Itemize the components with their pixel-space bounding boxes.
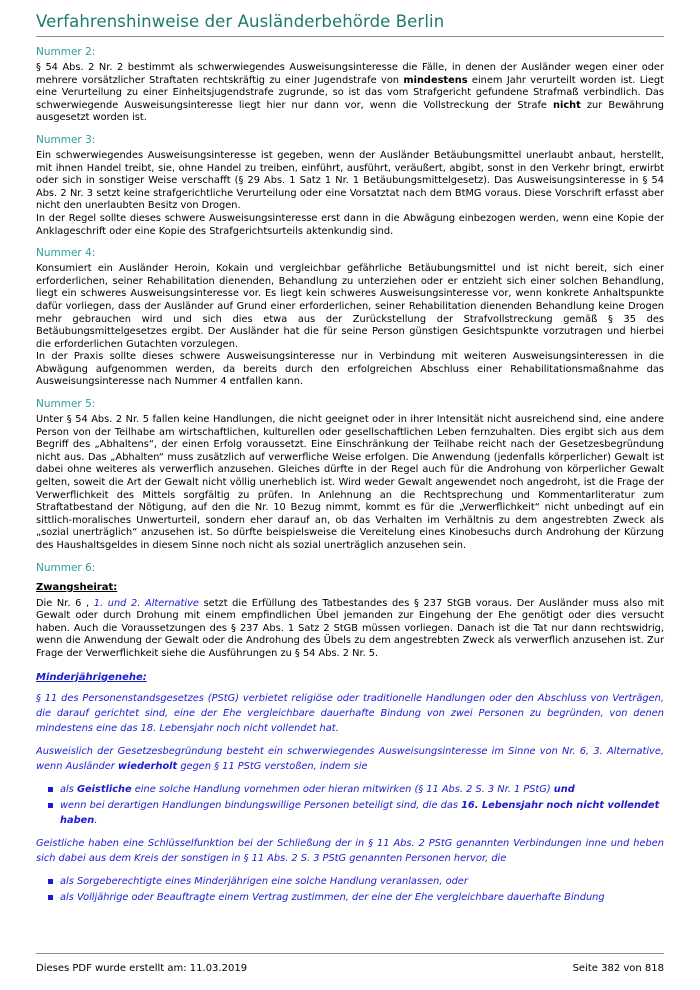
bullet-text (60, 890, 664, 905)
text-run: zur Bewährung ausgesetzt worden ist. (36, 99, 664, 124)
bullet-list-pstg (36, 782, 664, 828)
section-heading-nummer-6: Nummer 6: (36, 561, 96, 574)
section-nummer-3 (36, 134, 664, 238)
text-run: Ausweislich der Gesetzesbegründung besteht ein schwerwiegendes Ausweisungsinteresse im Sinne von Nr. 6, 3. Alternative, wenn Ausländer (36, 745, 664, 772)
text-run: als (60, 783, 77, 795)
subheading-zwangsheirat: Zwangsheirat: (36, 581, 118, 593)
paragraph (36, 62, 664, 125)
bullet-text (60, 798, 664, 828)
text-run: als Volljährige oder Beauftragte einem Vertrag zustimmen, der eine der Ehe vergleichbare dauerhafte Bindung (60, 891, 605, 903)
section-heading-nummer-2: Nummer 2: (36, 46, 96, 58)
paragraph (36, 351, 664, 389)
text-run: In der Regel sollte dieses schwere Ausweisungsinteresse erst dann in die Abwägung einbezogen werden, wenn eine Kopie der Anklageschrift oder eine Kopie des Strafgerichtsurteils aktenkundig sind. (36, 212, 664, 237)
section-heading-nummer-4: Nummer 4: (36, 247, 96, 260)
paragraph (36, 691, 664, 736)
section-heading-nummer-5: Nummer 5: (36, 398, 96, 411)
paragraph (36, 598, 664, 661)
bullet-item (48, 798, 664, 828)
section-nummer-5 (36, 398, 664, 553)
text-run: nicht (553, 99, 581, 111)
text-run: Unter § 54 Abs. 2 Nr. 5 fallen keine Handlungen, die nicht geeignet oder in ihrer Intensität nicht ausreichend sind, eine andere Person von der Teilhabe am wirtschaftlichen, kulturellen oder gesellschaftlichen Leben fernzuhalten. Dies ergibt sich aus dem Begriff des „Abhaltens“, der einen Erfolg voraussetzt. Eine Einschränkung der Teilhabe reicht nach der Gesetzesbegründung nicht aus. Das „Abhalten“ muss zusätzlich auf verwerfliche Weise erfolgen. Die Anwendung (jedenfalls körperlicher) Gewalt ist dabei ohne weiteres als verwerflich anzusehen. Gleiches dürfte in der Regel auch für die Androhung von körperlicher Gewalt gelten, soweit die Art der Gewalt nicht völlig unerheblich ist. Wird weder Gewalt angewendet noch angedroht, ist die Frage der Verwerflichkeit des Mittels sorgfältig zu prüfen. In Anlehnung an die Rechtsprechung und Kommentarliteratur zum Straftatbestand der Nötigung, auf den die Nr. 10 Bezug nimmt, kommt es für die „Verwerflichkeit“ nicht unbedingt auf ein sittlich-moralisches Unwerturteil, sondern eher darauf an, ob das Verhalten im Verhältnis zu dem angestrebten Zweck als „sozial unerträglich“ anzusehen ist. So dürfte beispielsweise die Vereitelung eines Kinobesuchs durch Androhung der Kürzung des Haushaltsgeldes in diesem Sinne noch nicht als sozial unerträglich anzusehen sein. (36, 414, 664, 551)
section-heading-nummer-3: Nummer 3: (36, 133, 96, 146)
text-run: . (94, 814, 98, 826)
bullet-square-icon (48, 895, 53, 900)
text-run: als Sorgeberechtigte eines Minderjährigen eine solche Handlung veranlassen, oder (60, 875, 468, 887)
bullet-square-icon (48, 803, 53, 808)
text-run: § 11 des Personenstandsgesetzes (PStG) verbietet religiöse oder traditionelle Handlungen oder den Abschluss von Verträgen, die darauf gerichtet sind, eine der Ehe vergleichbare dauerhafte Bindung von zwei Personen zu begründen, von denen mindestens eine das 18. Lebensjahr noch nicht vollendet hat. (36, 692, 664, 734)
text-run: gegen § 11 PStG verstoßen, indem sie (177, 760, 368, 772)
header-divider (36, 36, 664, 37)
text-run: setzt die Erfüllung des Tatbestandes des § 237 StGB voraus. Der Ausländer muss also mit Gewalt oder durch Drohung mit einem empfindlichen Übel jemanden zur Eingehung der Ehe genötigt oder dies versucht haben. Auch die Voraussetzungen des § 237 Abs. 1 Satz 2 StGB müssen vorliegen. Danach ist die Tat nur dann rechtswidrig, wenn die Anwendung der Gewalt oder die Androhung des Übels zu dem angestrebten Zweck als verwerflich anzusehen ist. Zur Frage der Verwerflichkeit siehe die Ausführungen zu § 54 Abs. 2 Nr. 5. (36, 597, 664, 659)
footer-page-number: Seite 382 von 818 (572, 963, 664, 974)
text-run: 1. und 2. Alternative (93, 597, 199, 609)
paragraph (36, 836, 664, 866)
text-run: einem Jahr verurteilt worden ist. Liegt eine Verurteilung zu einer Einheitsjugendstrafe zugrunde, so ist das vom Strafgericht gefundene Strafmaß verbindlich. Das schwerwiegende Ausweisungsinteresse liegt hier nur dann vor, wenn die Vollstreckung der Strafe (36, 74, 664, 111)
text-run: wenn bei derartigen Handlungen bindungswillige Personen beteiligt sind, die das (60, 799, 462, 811)
bullet-item (48, 782, 664, 797)
text-run: und (553, 783, 575, 795)
doc-title: Verfahrenshinweise der Ausländerbehörde Berlin (36, 12, 445, 31)
paragraph (36, 744, 664, 774)
text-run: eine solche Handlung vornehmen oder hieran mitwirken (§ 11 Abs. 2 S. 3 Nr. 1 PStG) (131, 783, 554, 795)
paragraph (36, 263, 664, 351)
bullet-list-personen (36, 874, 664, 905)
bullet-text (60, 874, 664, 889)
text-run: In der Praxis sollte dieses schwere Ausweisungsinteresse nur in Verbindung mit weiteren Ausweisungsinteressen in die Abwägung aufgenommen werden, da bereits durch den erfolgreichen Abschluss einer Rehabilitationsmaßnahme das Ausweisungsinteresse nach Nummer 4 entfallen kann. (36, 351, 664, 388)
section-nummer-6 (36, 562, 664, 905)
text-run: Geistliche (76, 783, 132, 795)
text-run: 16. Lebensjahr noch nicht vollendet haben (60, 799, 660, 826)
section-nummer-2 (36, 46, 664, 125)
paragraph (36, 414, 664, 553)
bullet-square-icon (48, 879, 53, 884)
text-run: § 54 Abs. 2 Nr. 2 bestimmt als schwerwiegendes Ausweisungsinteresse die Fälle, in denen der Ausländer wegen einer oder mehrere vorsätzlicher Straftaten rechtskräftig zu einer Jugendstrafe von (36, 62, 664, 86)
paragraph (36, 150, 664, 213)
bullet-text (60, 782, 664, 797)
bullet-item (48, 890, 664, 905)
page-footer (36, 953, 664, 974)
text-run: mindestens (403, 74, 468, 86)
text-run: wiederholt (117, 760, 178, 772)
bullet-item (48, 874, 664, 889)
text-run: Ein schwerwiegendes Ausweisungsinteresse ist gegeben, wenn der Ausländer Betäubungsmittel unerlaubt anbaut, herstellt, mit ihnen Handel treibt, sie, ohne Handel zu treiben, einführt, ausführt, veräußert, abgibt, sonst in den Verkehr bringt, erwirbt oder sich in sonstiger Weise verschafft (§ 29 Abs. 1 Satz 1 Nr. 1 Betäubungsmittelgesetz). Das Ausweisungsinteresse in § 54 Abs. 2 Nr. 3 setzt keine strafgerichtliche Verurteilung oder eine Vorsatztat nach dem BtMG voraus. Diese Vorschrift erfasst aber nicht den unerlaubten Besitz von Drogen. (36, 149, 664, 212)
doc-header (36, 12, 664, 37)
paragraph (36, 213, 664, 238)
text-run: Geistliche haben eine Schlüsselfunktion bei der Schließung der in § 11 Abs. 2 PStG genannten Verbindungen inne und heben sich dabei aus dem Kreis der sonstigen in § 11 Abs. 2 S. 3 PStG genannten Personen hervor, die (36, 837, 664, 864)
text-run: Konsumiert ein Ausländer Heroin, Kokain und vergleichbar gefährliche Betäubungsmittel und ist nicht bereit, sich einer erforderlichen, seiner Rehabilitation dienenden, Behandlung zu unterziehen oder er entzieht sich einer solchen Behandlung, liegt ein schweres Ausweisungsinteresse vor. Es liegt kein schweres Ausweisungsinteresse vor, wenn konkrete Anhaltspunkte dafür vorliegen, dass der Ausländer auf Grund einer erforderlichen, seiner Rehabilitation dienenden Behandlung keine Drogen mehr gebrauchen wird und sich dies etwa aus der Zurückstellung der Strafvollstreckung gemäß § 35 des Betäubungsmittelgesetzes ergibt. Der Ausländer hat die für seine Person günstigen Gesichtspunkte vorzutragen und hierbei die erforderlichen Gutachten vorzulegen. (36, 263, 664, 350)
subheading-minderjaehrigenehe: Minderjährigenehe: (36, 671, 147, 683)
bullet-square-icon (48, 787, 53, 792)
text-run: Die Nr. 6 , (36, 597, 94, 609)
section-nummer-4 (36, 247, 664, 389)
footer-created-date: Dieses PDF wurde erstellt am: 11.03.2019 (36, 963, 248, 974)
